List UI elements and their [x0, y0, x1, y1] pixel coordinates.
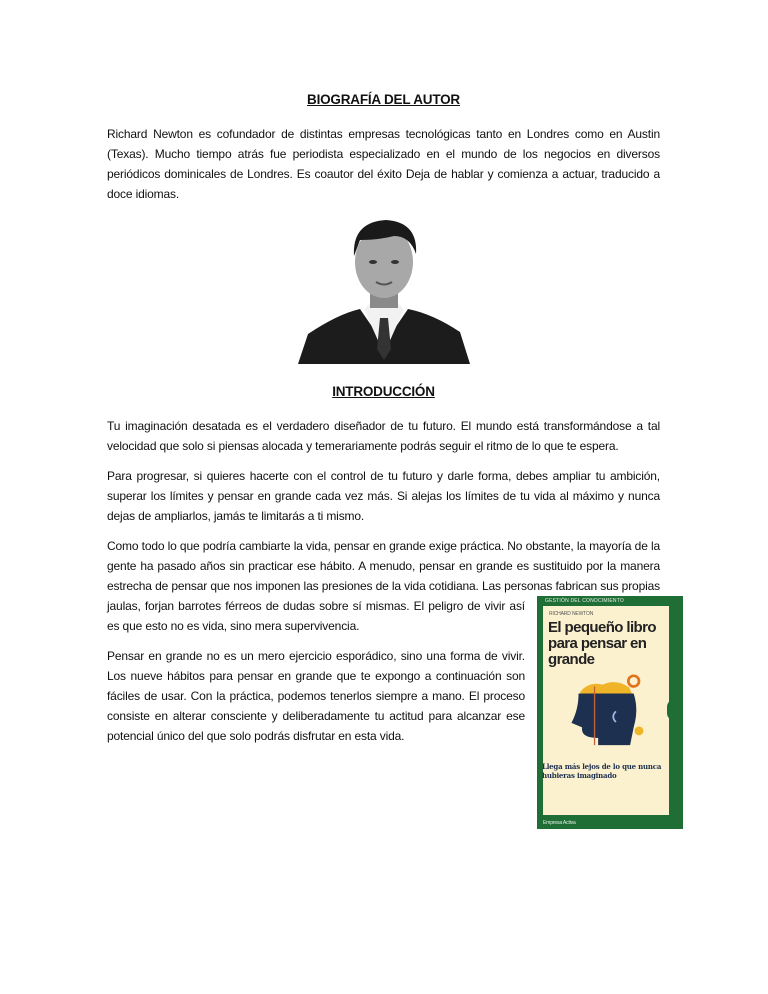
- document-page: [107, 90, 660, 835]
- bio-text: Richard Newton es cofundador de distintas empresas tecnológicas tanto en Londres como en Austin (Texas). Mucho tiempo atrás fue periodista especializado en el mundo de los negocios en diversos periódicos dominicales de Londres. Es coautor del éxito Deja de hablar y comienza a actuar, traducido a doce idiomas.: [107, 127, 660, 201]
- book-cover-panel: [543, 606, 669, 815]
- intro-heading: INTRODUCCIÓN: [332, 384, 435, 399]
- bio-heading: BIOGRAFÍA DEL AUTOR: [307, 92, 460, 107]
- intro-paragraph: Tu imaginación desatada es el verdadero diseñador de tu futuro. El mundo está transformándose a tal velocidad que solo si piensas alocada y temerariamente podrás seguir el ritmo de lo que te espera.: [107, 419, 660, 453]
- book-subtitle: Llega más lejos de lo que nunca hubieras imaginado: [542, 762, 662, 780]
- intro-paragraph: Pensar en grande no es un mero ejercicio esporádico, sino una forma de vivir. Los nueve hábitos para pensar en grande que te expongo a continuación son fáciles de usar. Con la práctica, podemos tenerlos siempre a mano. El proceso consiste en alterar consciente y deliberadamente tu actitud para alcanzar ese potencial único del que solo podrás disfrutar en esta vida.: [107, 649, 525, 743]
- book-spine-tab: [667, 699, 681, 721]
- book-publisher: Empresa Activa: [543, 820, 576, 826]
- book-author: RICHARD NEWTON: [549, 611, 594, 617]
- book-title: El pequeño libro para pensar en grande: [548, 619, 656, 668]
- head-illustration-icon: [557, 674, 657, 754]
- book-cover-image: [537, 596, 683, 829]
- intro-paragraph: Para progresar, si quieres hacerte con el control de tu futuro y darle forma, debes ampliar tu ambición, superar los límites y pensar en grande cada vez más. Si alejas los límites de tu vida al máximo y nunca dejas de ampliarlos, jamás te limitarás a ti mismo.: [107, 469, 660, 523]
- intro-paragraph-text: Como todo lo que podría cambiarte la vida, pensar en grande exige práctica. No obstante, la mayoría de la gente ha pasado años sin practicar ese hábito. A menudo, pensar en grande es sustituido por la manera estrecha de pensar que nos imponen las presiones de la vida cotidiana. Las personas fabrican sus propias jaulas, forjan barrotes férreos de dudas sobre sí mismas. El peligro de vivir así es que esto no es vida, sino mera supervivencia.: [107, 539, 660, 633]
- book-series: GESTIÓN DEL CONOCIMIENTO: [545, 598, 624, 604]
- author-photo: [298, 214, 470, 364]
